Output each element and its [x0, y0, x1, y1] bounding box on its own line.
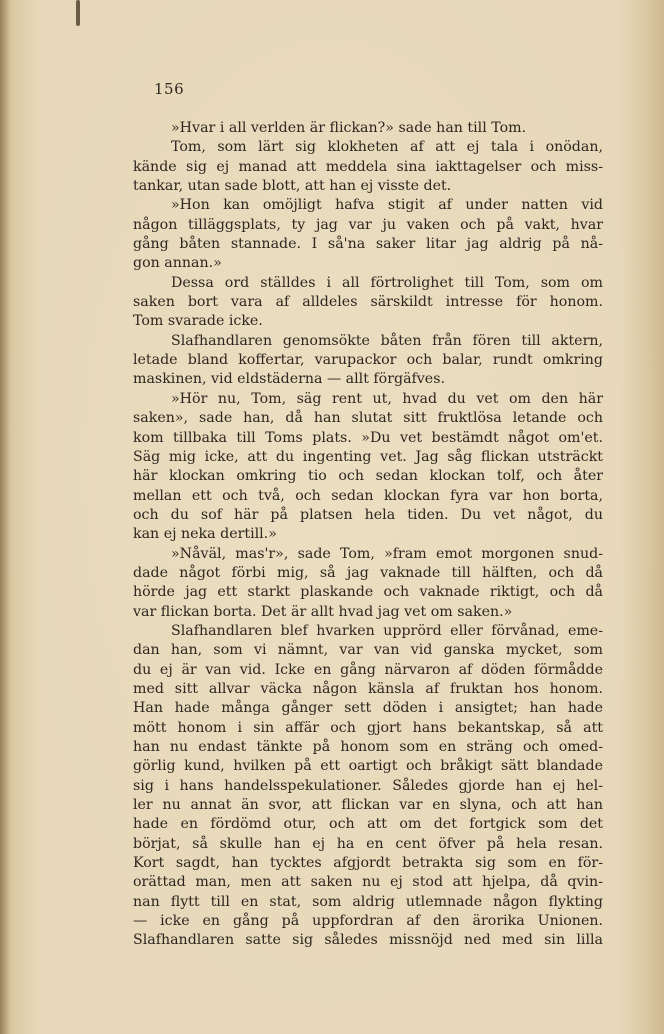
text-line: gon annan.» [133, 255, 222, 272]
text-line: »Hvar i all verlden är flickan?» sade han till Tom. [171, 120, 527, 136]
text-line: Slafhandlaren blef hvarken upprörd eller förvånad, eme- [171, 622, 603, 639]
text-line: här klockan omkring tio och sedan klockan tolf, och åter [133, 468, 603, 485]
text-line: ler nu annat än svor, att flickan var en slyna, och att han [133, 797, 603, 814]
text-line: gång båten stannade. I så'na saker litar jag aldrig på nå- [133, 236, 603, 253]
text-line: saken», sade han, då han slutat sitt fruktlösa letande och [133, 410, 603, 427]
text-line: »Nåväl, mas'r», sade Tom, »fram emot morgonen snud- [171, 545, 603, 562]
text-line: nan flytt till en stat, som aldrig utlemnade någon flykting [133, 893, 603, 910]
text-line: saken bort vara af alldeles särskildt intresse för honom. [133, 294, 603, 311]
text-line: och du sof här på platsen hela tiden. Du vet något, du [133, 506, 603, 523]
text-line: du ej är van vid. Icke en gång närvaron af döden förmådde [133, 661, 603, 678]
text-line: Tom svarade icke. [133, 313, 263, 330]
spine-shadow [0, 0, 10, 1034]
text-line: var flickan borta. Det är allt hvad jag vet om saken.» [133, 603, 513, 620]
text-line: Tom, som lärt sig klokheten af att ej tala i onödan, [171, 139, 603, 156]
text-line: mött honom i sin affär och gjort hans bekantskap, så att [133, 719, 603, 736]
text-line: mellan ett och två, och sedan klockan fyra var hon borta, [133, 487, 603, 504]
text-line: »Hon kan omöjligt hafva stigit af under natten vid [171, 197, 603, 214]
page-number: 156 [154, 80, 185, 98]
text-line: Säg mig icke, att du ingenting vet. Jag såg flickan utsträckt [133, 448, 603, 465]
text-line: hörde jag ett starkt plaskande och vaknade riktigt, och då [133, 584, 603, 601]
text-line: Han hade många gånger sett döden i ansigtet; han hade [133, 700, 603, 717]
text-line: med sitt allvar väcka någon känsla af fruktan hos honom. [133, 680, 603, 697]
text-line: kände sig ej manad att meddela sina iakttagelser och miss- [133, 158, 603, 175]
text-line: sig i hans handelsspekulationer. Således gjorde han ej hel- [133, 777, 603, 794]
text-line: »Hör nu, Tom, säg rent ut, hvad du vet om den här [171, 390, 603, 407]
text-line: någon tilläggsplats, ty jag var ju vaken och på vakt, hvar [133, 216, 603, 233]
text-line: kan ej neka dertill.» [133, 526, 277, 543]
text-line: dan han, som vi nämnt, var van vid ganska mycket, som [133, 642, 603, 659]
ink-mark [76, 0, 80, 26]
text-line: tankar, utan sade blott, att han ej visste det. [133, 178, 452, 195]
text-line: — icke en gång på uppfordran af den ärorika Unionen. [133, 913, 603, 930]
body-text [133, 119, 603, 951]
text-line: kom tillbaka till Toms plats. »Du vet bestämdt något om'et. [133, 429, 603, 446]
text-line: hade en fördömd otur, och att om det fortgick som det [133, 816, 603, 833]
text-line: görlig kund, hvilken på ett oartigt och bråkigt sätt blandade [133, 758, 603, 775]
text-line: maskinen, vid eldstäderna — allt förgäfves. [133, 371, 445, 388]
text-line: han nu endast tänkte på honom som en sträng och omed- [133, 739, 603, 755]
text-line: börjat, så skulle han ej ha en cent öfver på hela resan. [133, 835, 603, 852]
text-line: orättad man, men att saken nu ej stod att hjelpa, då qvin- [133, 874, 603, 891]
text-line: Dessa ord ställdes i all förtrolighet till Tom, som om [171, 274, 603, 291]
text-line: Kort sagdt, han tycktes afgjordt betrakta sig som en för- [133, 855, 603, 872]
text-line: dade något förbi mig, så jag vaknade till hälften, och då [133, 564, 603, 581]
text-line: Slafhandlaren satte sig således missnöjd ned med sin lilla [133, 932, 603, 949]
text-line: letade bland koffertar, varupackor och balar, rundt omkring [133, 352, 603, 369]
text-line: Slafhandlaren genomsökte båten från fören till aktern, [171, 332, 603, 349]
